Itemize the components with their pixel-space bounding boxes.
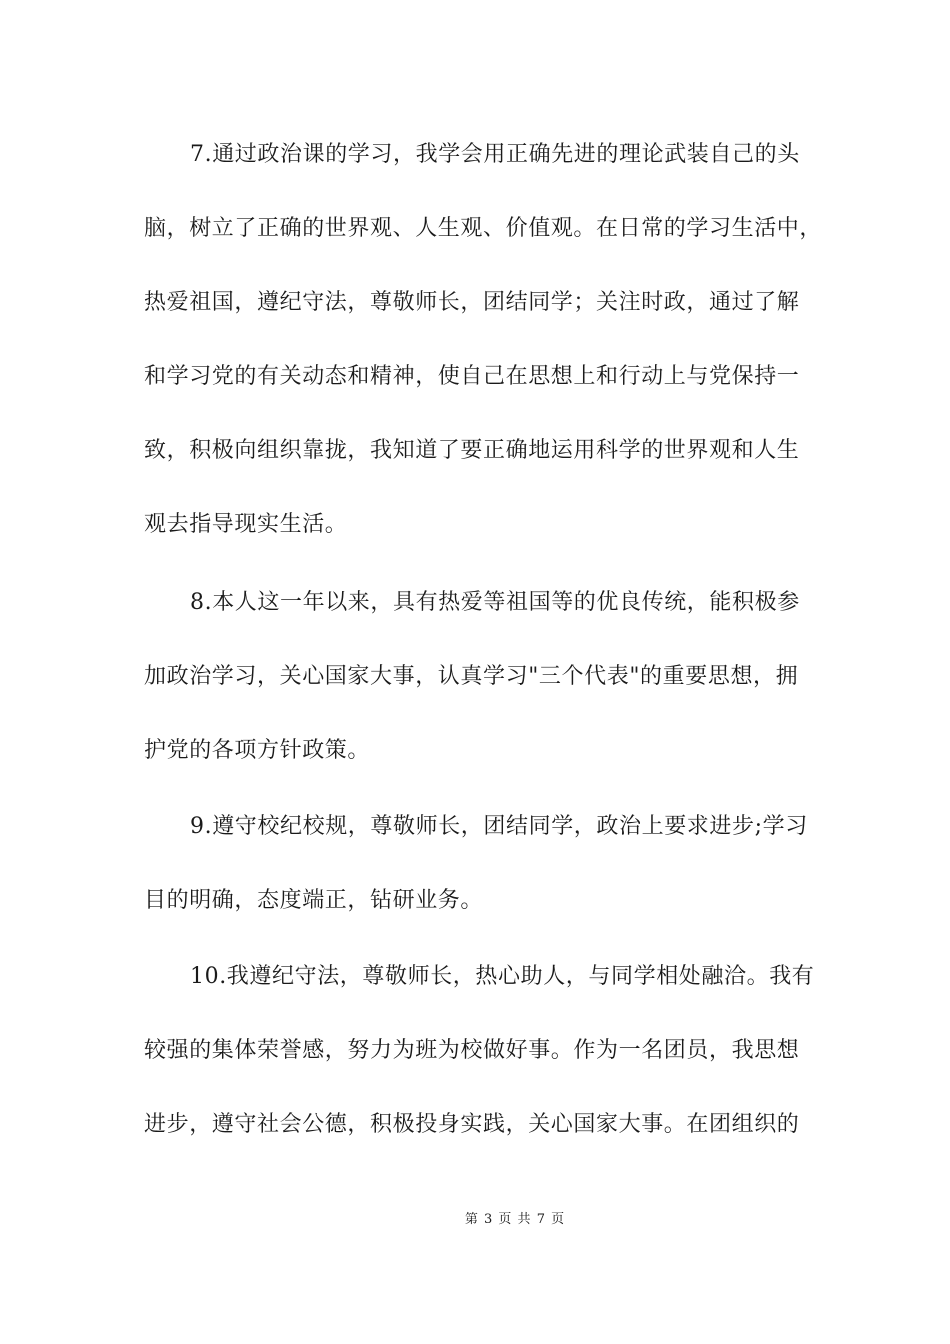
paragraph-10-line-3: 进步，遵守社会公德，积极投身实践，关心国家大事。在团组织的 bbox=[144, 1112, 800, 1137]
paragraph-10-line-1: 10.我遵纪守法，尊敬师长，热心助人，与同学相处融洽。我有 bbox=[190, 964, 815, 989]
paragraph-7-line-5: 致，积极向组织靠拢，我知道了要正确地运用科学的世界观和人生 bbox=[144, 438, 800, 463]
paragraph-7-line-3: 热爱祖国，遵纪守法，尊敬师长，团结同学；关注时政，通过了解 bbox=[144, 290, 800, 315]
page-footer: 第 3 页 共 7 页 bbox=[464, 1212, 566, 1227]
paragraph-10-line-2: 较强的集体荣誉感，努力为班为校做好事。作为一名团员，我思想 bbox=[144, 1038, 800, 1063]
paragraph-7-line-2: 脑，树立了正确的世界观、人生观、价值观。在日常的学习生活中， bbox=[144, 216, 823, 241]
paragraph-9-line-2: 目的明确，态度端正，钻研业务。 bbox=[144, 888, 484, 913]
paragraph-7-line-6: 观去指导现实生活。 bbox=[144, 512, 348, 537]
paragraph-8-line-3: 护党的各项方针政策。 bbox=[144, 738, 371, 763]
paragraph-9-line-1: 9.遵守校纪校规，尊敬师长，团结同学，政治上要求进步;学习 bbox=[190, 814, 808, 839]
paragraph-7-line-1: 7.通过政治课的学习，我学会用正确先进的理论武装自己的头 bbox=[190, 142, 800, 167]
paragraph-8-line-1: 8.本人这一年以来，具有热爱等祖国等的优良传统，能积极参 bbox=[190, 590, 800, 615]
paragraph-8-line-2: 加政治学习，关心国家大事，认真学习"三个代表"的重要思想，拥 bbox=[144, 664, 799, 689]
paragraph-7-line-4: 和学习党的有关动态和精神，使自己在思想上和行动上与党保持一 bbox=[144, 364, 800, 389]
